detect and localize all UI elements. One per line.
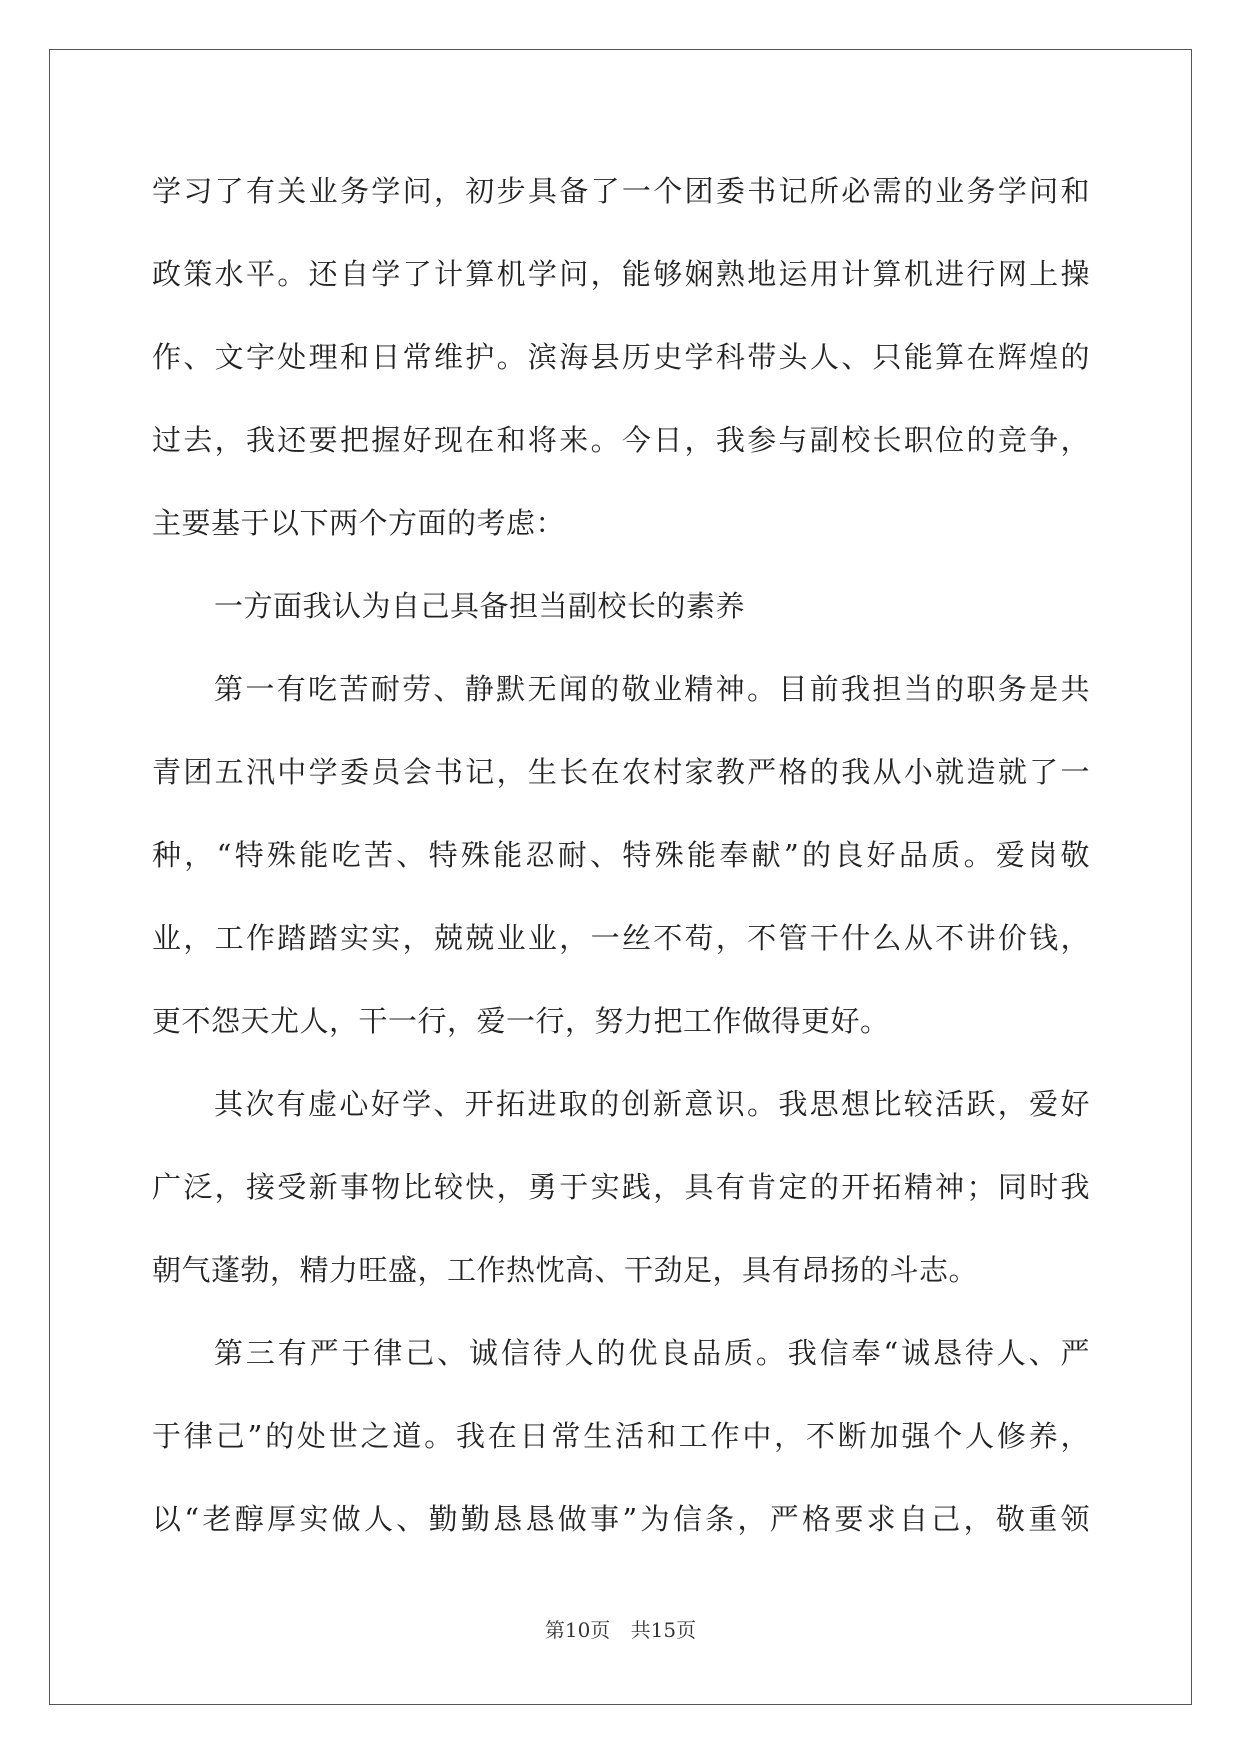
text-line: 一方面我认为自己具备担当副校长的素养	[214, 589, 746, 623]
text-line: 学习了有关业务学问，初步具备了一个团委书记所必需的业务学问和	[152, 174, 1090, 208]
document-body	[152, 156, 1090, 1567]
text-line: 青团五汛中学委员会书记，生长在农村家教严格的我从小就造就了一	[152, 755, 1090, 789]
text-line: 第三有严于律己、诚信待人的优良品质。我信奉“诚恳待人、严	[214, 1336, 1090, 1370]
page-number-footer: 第10页 共15页	[544, 1618, 697, 1642]
text-line: 业，工作踏踏实实，兢兢业业，一丝不苟，不管干什么从不讲价钱，	[152, 921, 1090, 955]
text-line: 过去，我还要把握好现在和将来。今日，我参与副校长职位的竞争，	[152, 423, 1090, 457]
text-line: 作、文字处理和日常维护。滨海县历史学科带头人、只能算在辉煌的	[152, 340, 1090, 374]
text-line: 以“老醇厚实做人、勤勤恳恳做事”为信条，严格要求自己，敬重领	[152, 1502, 1090, 1536]
text-line: 第一有吃苦耐劳、静默无闻的敬业精神。目前我担当的职务是共	[214, 672, 1090, 706]
text-line: 更不怨天尤人，干一行，爱一行，努力把工作做得更好。	[152, 1004, 890, 1038]
text-line: 政策水平。还自学了计算机学问，能够娴熟地运用计算机进行网上操	[152, 257, 1090, 291]
text-line: 朝气蓬勃，精力旺盛，工作热忱高、干劲足，具有昂扬的斗志。	[152, 1253, 979, 1287]
text-line: 于律己”的处世之道。我在日常生活和工作中，不断加强个人修养，	[152, 1419, 1090, 1453]
text-line: 主要基于以下两个方面的考虑：	[152, 506, 566, 540]
text-line: 种，“特殊能吃苦、特殊能忍耐、特殊能奉献”的良好品质。爱岗敬	[152, 838, 1090, 872]
text-line: 广泛，接受新事物比较快，勇于实践，具有肯定的开拓精神；同时我	[152, 1170, 1090, 1204]
text-line: 其次有虚心好学、开拓进取的创新意识。我思想比较活跃，爱好	[214, 1087, 1090, 1121]
